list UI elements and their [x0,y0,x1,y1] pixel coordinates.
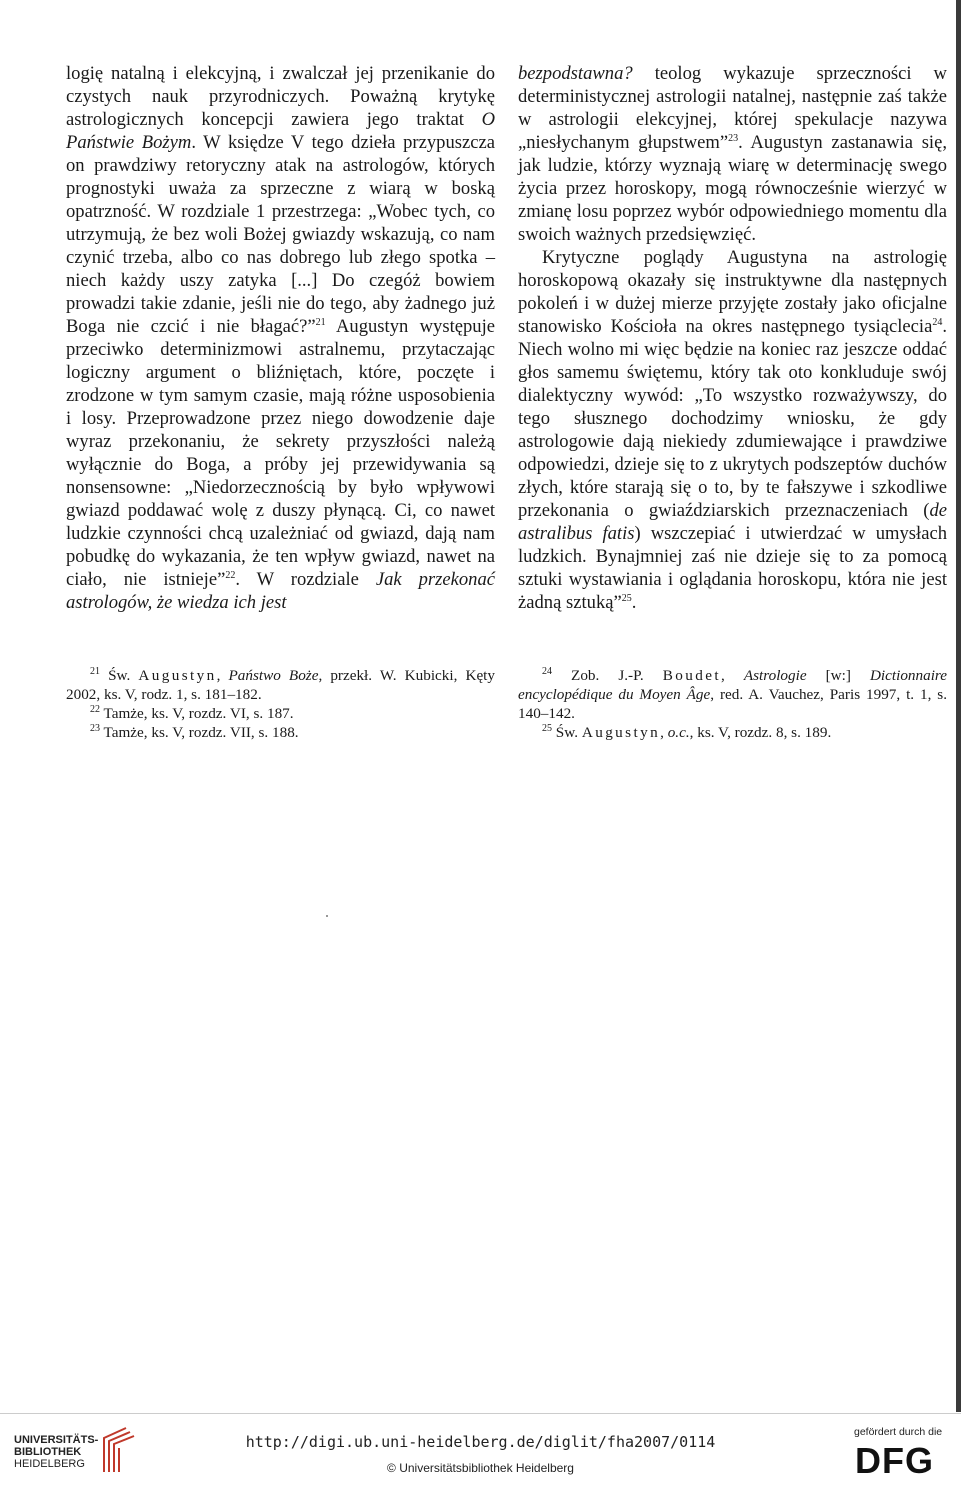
body-paragraph: bezpodstawna? teolog wykazuje sprzeczności w deterministycznej astrologii natalnej, następnie zaś także w astrologii elekcyjnej, której spekulacje nazywa „niesłychanym głupstwem”$^{23}$. Augustyn zastanawia się, jak ludzie, którzy wyznają wiarę w determinację swego życia przez horoskopy, mogą równocześnie wierzyć w zmianę losu poprzez wybór odpowiedniego momentu dla swoich ważnych przedsięwzięć. [518,63,947,245]
scan-speck [326,915,328,917]
left-text-column [66,62,495,614]
footnote: $^{21}$ Św. Augustyn, Państwo Boże, przekł. W. Kubicki, Kęty 2002, ks. V, rodz. 1, s. 181–182. [66,665,495,703]
permalink-link[interactable]: http://digi.ub.uni-heidelberg.de/diglit/fha2007/0114 [245,1433,716,1451]
funding-caption: gefördert durch die [854,1426,943,1438]
scan-page-edge [956,0,961,1412]
footnote-ref[interactable]: 24 [932,316,943,328]
footnote-ref[interactable]: 21 [315,316,326,328]
footnotes-right [518,666,947,742]
footnotes-left [66,666,495,742]
permalink[interactable] [0,1433,961,1451]
dfg-logo: DFG [855,1440,934,1481]
footnote: $^{25}$ Św. Augustyn, o.c., ks. V, rozdz. 8, s. 189. [542,722,832,741]
footnote-ref[interactable]: 23 [728,132,739,144]
body-paragraph: Krytyczne poglądy Augustyna na astrologię horoskopową okazały się instruktywne dla następnych pokoleń i w dużej mierze przyjęte zostały jako oficjalne stanowisko Kościoła na okres następnego tysiąclecia$^{24}$. Niech wolno mi więc będzie na koniec raz jeszcze oddać głos samemu świętemu, który tak oto konkluduje swój dialektyczny wywód: „To wszystko rozważywszy, do tego słusznego dochodzimy wniosku, że gdy astrologowie dają niekiedy zdumiewające i prawdziwe odpowiedzi, dzieje się to z ukrytych podszeptów duchów złych, które starają się o to, by te fałszywe i szkodliwe przekonania o gwiaździarskich przeznaczeniach (de astralibus fatis) wszczepiać i utwierdzać w umysłach ludzkich. Bynajmniej zaś nie dzieje się to za pomocą sztuki wystawiania i oglądania horoskopu, która nie jest żadną sztuką”$^{25}$. [518,247,947,613]
library-logo-text: UNIVERSITÄTS- BIBLIOTHEK HEIDELBERG [14,1434,99,1470]
footnote: $^{23}$ Tamże, ks. V, rozdz. VII, s. 188. [90,722,299,741]
right-text-column [518,62,947,614]
footnote-ref[interactable]: 22 [225,569,236,581]
footnote-ref[interactable]: 25 [621,592,632,604]
footnote: $^{22}$ Tamże, ks. V, rozdz. VI, s. 187. [90,703,294,722]
copyright-notice: © Universitätsbibliothek Heidelberg [387,1461,574,1475]
body-paragraph: logię natalną i elekcyjną, i zwalczał jej przenikanie do czystych nauk przyrodniczych. Poważną krytykę astrologicznych koncepcji zawiera jego traktat O Państwie Bożym. W księdze V tego dzieła przypuszcza on prawdziwy retoryczny atak na astrologów, których prognostyki uważa za sprzeczne z wiarą w boską opatrzność. W rozdziale 1 przestrzega: „Wobec tych, co utrzymują, że bez woli Bożej gwiazdy wskazują, co nam czynić trzeba, albo co nas dobrego lub złego spotka – niech każdy uszy zatyka [...] Do czegóż bowiem prowadzi takie zdanie, jeśli nie do tego, aby żadnego już Boga nie czcić i nie błagać?”$^{21}$ Augustyn występuje przeciwko determinizmowi astralnemu, przytaczając logiczny argument o bliźniętach, które, poczęte i zrodzone w tym samym czasie, mają różne usposobienia i losy. Przeprowadzone przez niego dowodzenie daje wyraz przekonaniu, że sekrety przyszłości należą wyłącznie do Boga, a próby jej przewidywania są nonsensowne: „Niedorzecznością by było wpływowi gwiazd poddawać wolę z duszy płynącą. Ci, co nawet ludzkie czynności chcą uzależniać od gwiazd, dają nam pobudkę do wykazania, że ten wpływ gwiazd, nawet na ciało, nie istnieje”$^{22}$. W rozdziale Jak przekonać astrologów, że wiedza ich jest [66,63,495,613]
footnote: $^{24}$ Zob. J.-P. Boudet, Astrologie [w:] Dictionnaire encyclopédique du Moyen Âge, red. A. Vauchez, Paris 1997, t. 1, s. 140–142. [518,665,948,722]
